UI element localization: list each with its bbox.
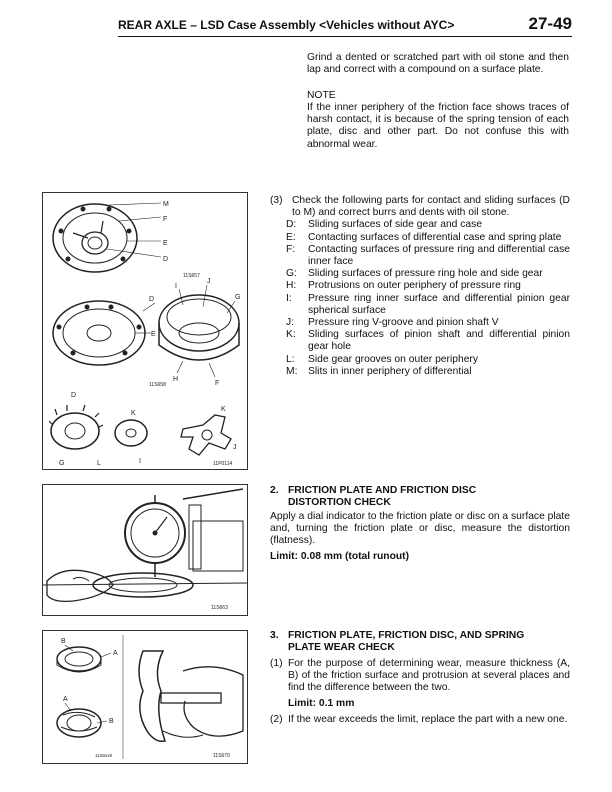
section-2-body: Apply a dial indicator to the friction plate or disc on a surface plate and, turning the friction plate or disc, measure the distortion (flatness).: [270, 511, 570, 547]
page-title: REAR AXLE – LSD Case Assembly <Vehicles without AYC>: [118, 18, 455, 32]
section-3-item-1-text: For the purpose of determining wear, measure thickness (A, B) of the friction surface and protrusion at several places and find the difference between the two.: [288, 658, 570, 694]
note-text: If the inner periphery of the friction face shows traces of harsh contact, it is because of the spring tension of each plate, disc and other part. Do not confuse this with abnormal wear.: [307, 102, 569, 150]
side-gear-drawing: [49, 405, 103, 449]
label-b: B: [61, 638, 66, 645]
step-3-block: [270, 195, 570, 378]
label-k: K: [131, 410, 136, 417]
figure-lsd-parts: [42, 192, 248, 470]
label-m: M: [163, 201, 169, 208]
list-item: M: Slits in inner periphery of differential: [286, 365, 472, 377]
step-3-text: Check the following parts for contact and sliding surfaces (D to M) and correct burrs and dents with oil stone.: [292, 195, 570, 219]
section-2-heading: [270, 485, 570, 509]
list-item: H: Protrusions on outer periphery of pressure ring: [286, 280, 521, 292]
section-3-item-1-number: (1): [270, 658, 283, 669]
code-11s657: 11S657: [183, 273, 200, 279]
micrometer-drawing: [139, 651, 243, 741]
note-label: NOTE: [307, 90, 336, 101]
list-item: D: Sliding surfaces of side gear and case: [286, 219, 483, 231]
step-3-number: (3): [270, 195, 283, 206]
intro-paragraph: Grind a dented or scratched part with oil stone and then lap and correct with a compound on a surface plate.: [307, 52, 569, 76]
header-rule: [118, 36, 572, 37]
label-b2: B: [109, 718, 114, 725]
label-i2: I: [139, 458, 141, 465]
section-2-title-line1: FRICTION PLATE AND FRICTION DISC: [288, 485, 477, 496]
code-11s663: 11S663: [211, 605, 228, 611]
pressure-ring-drawing: [159, 295, 239, 360]
list-item: E: Contacting surfaces of differential case and spring plate: [286, 231, 562, 243]
section-3-item-2-text: If the wear exceeds the limit, replace the part with a new one.: [288, 714, 568, 725]
section-2-limit: Limit: 0.08 mm (total runout): [270, 551, 410, 562]
friction-plate-drawing: [93, 573, 193, 597]
label-g2: G: [59, 460, 65, 467]
label-a: A: [113, 650, 118, 657]
label-f: F: [163, 216, 168, 223]
list-item: L: Side gear grooves on outer periphery: [286, 353, 479, 365]
diff-case-drawing: [53, 204, 137, 272]
section-2-number: 2.: [270, 485, 279, 496]
label-g: G: [235, 294, 241, 301]
section-3-title-line1: FRICTION PLATE, FRICTION DISC, AND SPRING: [288, 630, 525, 641]
page-number: 27-49: [528, 14, 572, 33]
list-item: K: Sliding surfaces of pinion shaft and differential pinion gear hole: [286, 329, 570, 353]
label-e: E: [163, 240, 168, 247]
label-h: H: [173, 376, 179, 383]
label-j2: J: [233, 444, 237, 451]
section-3-item-1: [270, 658, 570, 695]
page-header: [118, 12, 572, 38]
figure-dial-indicator: [42, 484, 248, 616]
section-3-item-2: [270, 714, 570, 726]
section-3-item-2-number: (2): [270, 714, 283, 725]
list-item: J: Pressure ring V-groove and pinion shaft V: [286, 317, 499, 329]
hand-drawing: [47, 570, 113, 601]
section-2-title-line2: DISTORTION CHECK: [288, 497, 391, 509]
section-3-limit: Limit: 0.1 mm: [288, 698, 355, 709]
label-e2: E: [151, 331, 156, 338]
list-item: F: Contacting surfaces of pressure ring and differential case inner face: [286, 243, 570, 268]
section-3-heading: [270, 630, 570, 654]
pinion-shaft-drawing: [181, 415, 231, 455]
code-11p0114: 11P0114: [213, 461, 233, 467]
label-a2: A: [63, 696, 68, 703]
label-d3: D: [71, 392, 77, 399]
label-k2: K: [221, 406, 226, 413]
label-j: J: [207, 278, 211, 285]
pinion-gear-drawing: [115, 420, 147, 446]
code-11s658: 11S658: [149, 382, 166, 388]
section-3-number: 3.: [270, 630, 279, 641]
label-d2: D: [149, 296, 155, 303]
label-f2: F: [215, 380, 220, 387]
diff-case-side-drawing: [53, 301, 145, 365]
list-item: G: Sliding surfaces of pressure ring hole and side gear: [286, 268, 543, 280]
friction-disc-drawing: [57, 647, 101, 672]
label-d: D: [163, 256, 169, 263]
figure-wear-check: [42, 630, 248, 764]
spring-plate-drawing: [57, 709, 101, 737]
code-11s0xx0: 11S0xx0: [95, 753, 113, 758]
dial-indicator-drawing: [125, 495, 185, 577]
list-item: I: Pressure ring inner surface and differential pinion gear spherical surface: [286, 292, 570, 316]
label-l: L: [97, 460, 101, 467]
code-11s670: 11S670: [213, 753, 230, 759]
label-i: I: [175, 283, 177, 290]
section-3-title-line2: PLATE WEAR CHECK: [288, 642, 395, 654]
